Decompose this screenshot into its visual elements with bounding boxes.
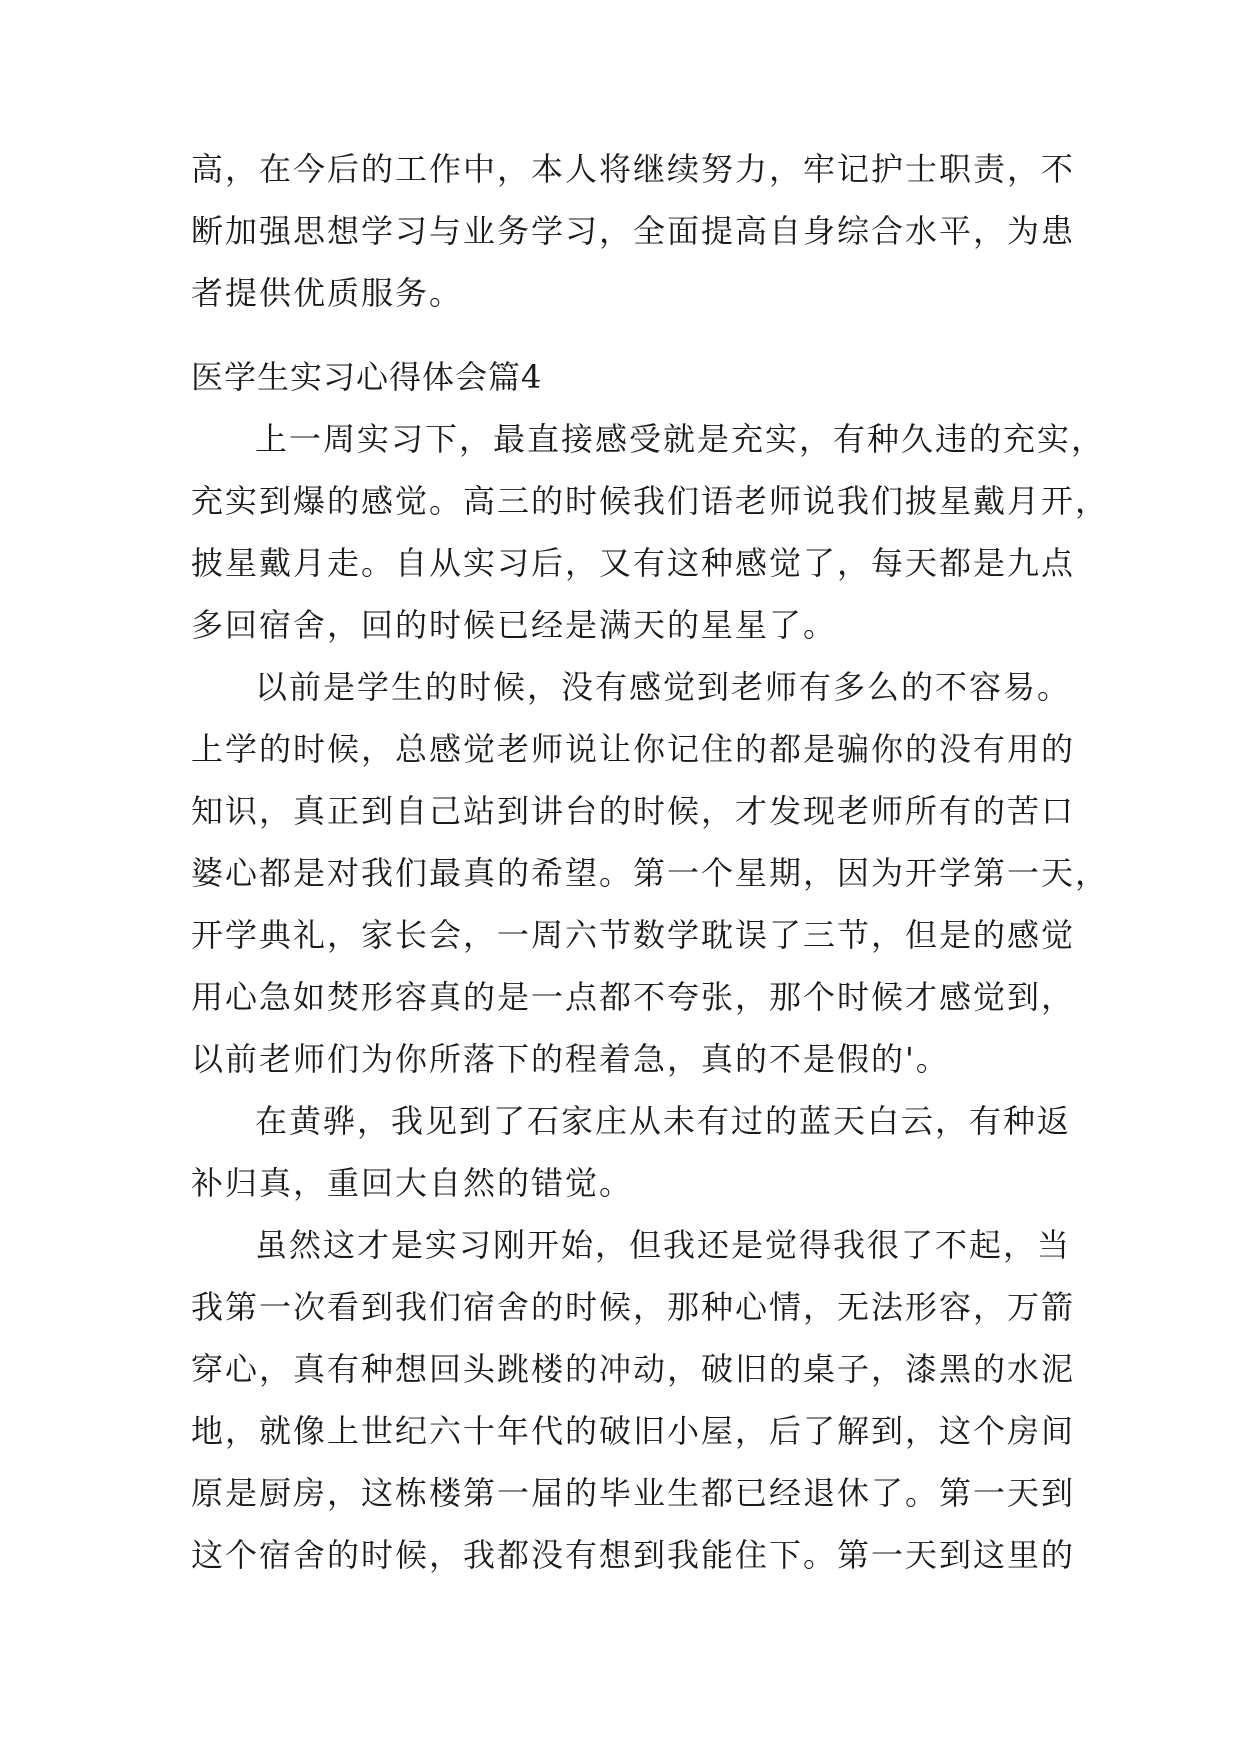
text-line: 多回宿舍，回的时候已经是满天的星星了。 bbox=[191, 606, 838, 644]
text-line: 知识，真正到自己站到讲台的时候，才发现老师所有的苦口 bbox=[191, 792, 1076, 830]
text-line: 原是厨房，这栋楼第一届的毕业生都已经退休了。第一天到 bbox=[191, 1474, 1076, 1512]
text-line: 补归真，重回大自然的错觉。 bbox=[191, 1164, 634, 1202]
section-title: 医学生实习心得体会篇4 bbox=[191, 358, 543, 396]
text-line: 披星戴月走。自从实习后，又有这种感觉了，每天都是九点 bbox=[191, 544, 1076, 582]
text-line: 在黄骅，我见到了石家庄从未有过的蓝天白云，有种返 bbox=[255, 1102, 1072, 1140]
text-line: 上一周实习下，最直接感受就是充实，有种久违的充实， bbox=[255, 420, 1106, 458]
text-line: 婆心都是对我们最真的希望。第一个星期，因为开学第一天， bbox=[191, 854, 1110, 892]
text-line: 充实到爆的感觉。高三的时候我们语老师说我们披星戴月开， bbox=[191, 482, 1110, 520]
text-line: 穿心，真有种想回头跳楼的冲动，破旧的桌子，漆黑的水泥 bbox=[191, 1350, 1076, 1388]
text-line: 以前是学生的时候，没有感觉到老师有多么的不容易。 bbox=[255, 668, 1072, 706]
text-line: 以前老师们为你所落下的程着急，真的不是假的'。 bbox=[191, 1040, 950, 1078]
text-line: 者提供优质服务。 bbox=[191, 274, 464, 312]
text-line: 高，在今后的工作中，本人将继续努力，牢记护士职责，不 bbox=[191, 150, 1076, 188]
text-line: 上学的时候，总感觉老师说让你记住的都是骗你的没有用的 bbox=[191, 730, 1076, 768]
text-line: 地，就像上世纪六十年代的破旧小屋，后了解到，这个房间 bbox=[191, 1412, 1076, 1450]
text-line: 用心急如焚形容真的是一点都不夸张，那个时候才感觉到， bbox=[191, 978, 1076, 1016]
text-line: 我第一次看到我们宿舍的时候，那种心情，无法形容，万箭 bbox=[191, 1288, 1076, 1326]
text-line: 虽然这才是实习刚开始，但我还是觉得我很了不起，当 bbox=[255, 1226, 1072, 1264]
text-line: 开学典礼，家长会，一周六节数学耽误了三节，但是的感觉 bbox=[191, 916, 1076, 954]
text-line: 断加强思想学习与业务学习，全面提高自身综合水平，为患 bbox=[191, 212, 1076, 250]
text-line: 这个宿舍的时候，我都没有想到我能住下。第一天到这里的 bbox=[191, 1536, 1076, 1574]
